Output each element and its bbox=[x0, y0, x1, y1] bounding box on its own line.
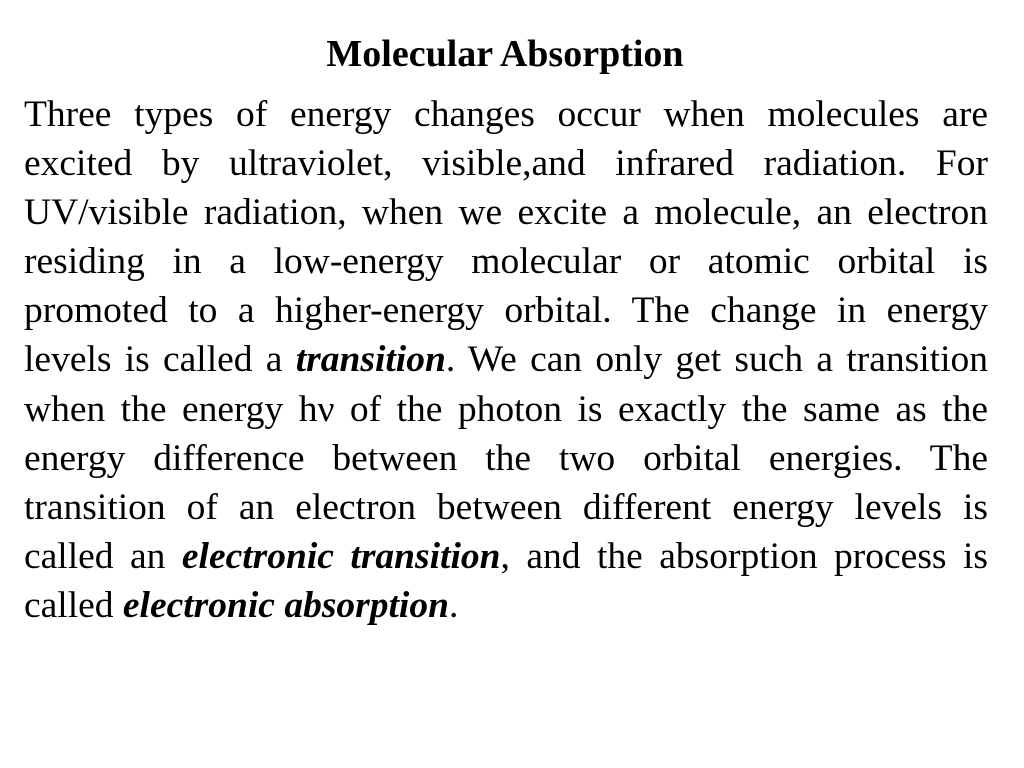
paragraph-text-4: . bbox=[448, 584, 459, 626]
slide-title: Molecular Absorption bbox=[326, 33, 684, 75]
paragraph-text-2: . We can only get such a transition when the energy hν of the photon is exactly the same as the energy difference between the two orbital energies. The transition of an electron between different energy levels is called an bbox=[24, 339, 988, 577]
term-electronic-absorption: electronic absorption bbox=[122, 584, 449, 626]
paragraph-text-1: Three types of energy changes occur when molecules are excited by ultraviolet, visible,and infrared radiation. For UV/visible radiation, when we excite a molecule, an electron residing in a low-energy molecular or atomic orbital is promoted to a higher-energy orbital. The change in energy levels is called a bbox=[24, 94, 988, 381]
paragraph-text-3: , and the absorption process is called bbox=[24, 535, 989, 626]
term-electronic-transition: electronic transition bbox=[181, 535, 501, 577]
body-paragraph bbox=[24, 90, 988, 630]
term-transition: transition bbox=[295, 339, 446, 381]
